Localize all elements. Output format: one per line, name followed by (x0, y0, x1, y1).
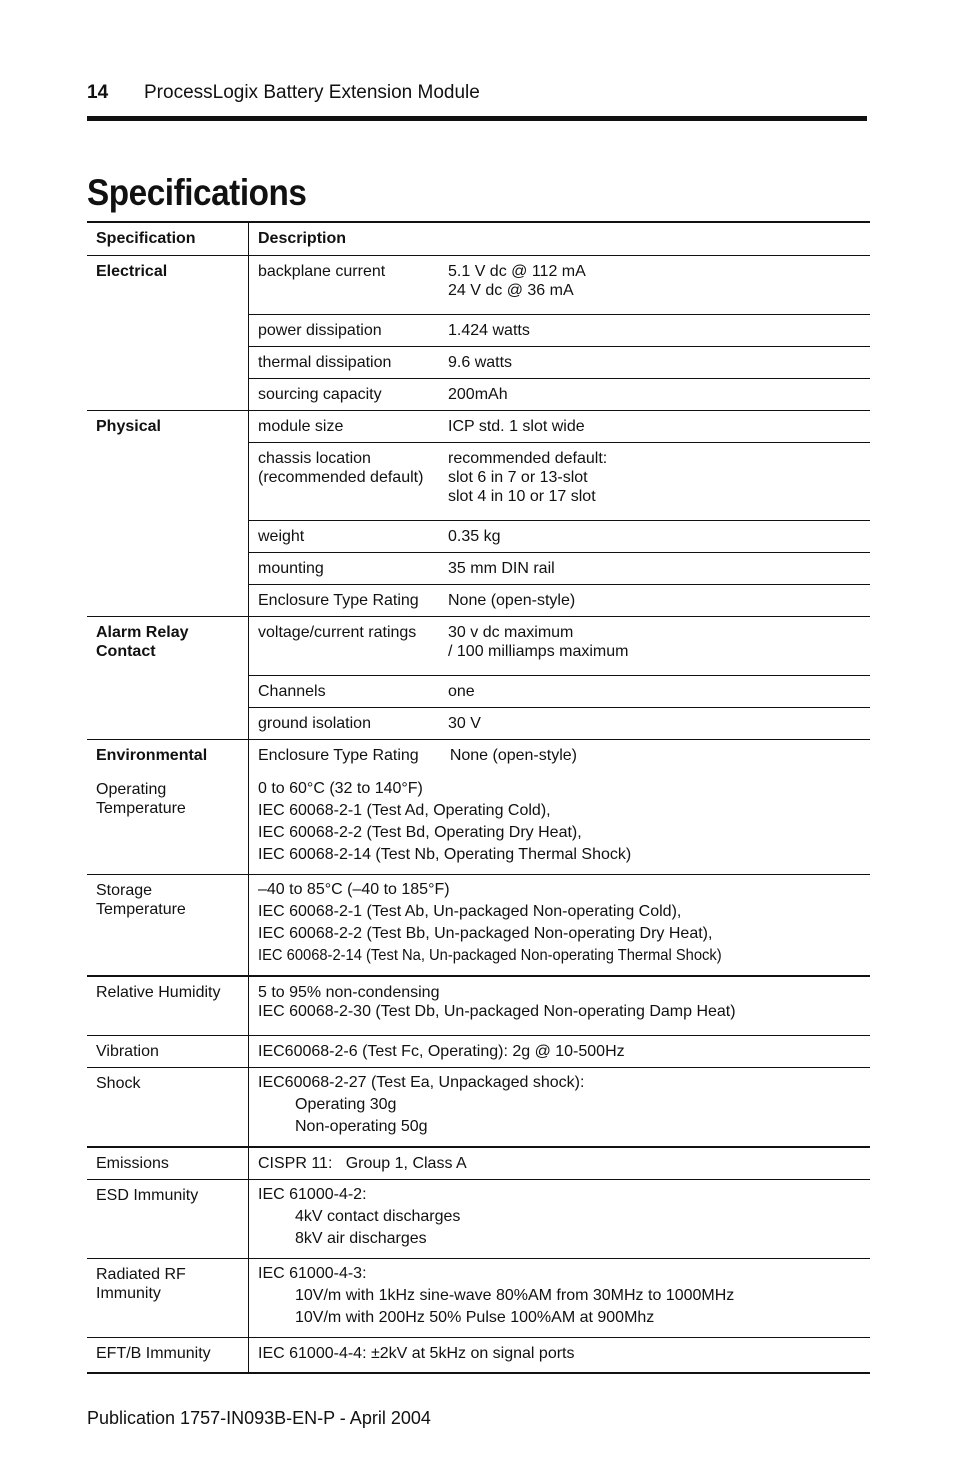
spec-value: None (open-style) (448, 592, 576, 609)
spec-key: sourcing capacity (258, 386, 382, 403)
spec-value: / 100 milliamps maximum (448, 643, 629, 660)
section-electrical: Electrical (87, 256, 249, 411)
spec-value: recommended default: (448, 450, 608, 467)
spec-key: Enclosure Type Rating (258, 747, 419, 764)
eft-b-immunity-label: EFT/B Immunity (87, 1338, 249, 1374)
spec-key: voltage/current ratings (258, 624, 417, 641)
relative-humidity-value: 5 to 95% non-condensing IEC 60068-2-30 (Test Db, Un-packaged Non-operating Damp Heat) (249, 976, 871, 1036)
spec-key: Channels (258, 683, 326, 700)
table-row (87, 1338, 870, 1374)
table-row (87, 1068, 870, 1148)
esd-immunity-label: ESD Immunity (87, 1180, 249, 1259)
table-row (87, 740, 870, 768)
spec-key: thermal dissipation (258, 354, 392, 371)
table-row (87, 1147, 870, 1180)
spec-value: 1.424 watts (448, 322, 530, 339)
table-row (87, 411, 870, 443)
spec-value: 35 mm DIN rail (448, 560, 555, 577)
spec-value: 30 v dc maximum (448, 624, 574, 641)
spec-value: None (open-style) (449, 747, 577, 764)
operating-temperature-label: Operating Temperature (87, 767, 249, 875)
storage-temperature-label: Storage Temperature (87, 875, 249, 977)
spec-value: 30 V (448, 715, 481, 732)
spec-key: (recommended default) (258, 469, 424, 486)
emissions-label: Emissions (87, 1147, 249, 1180)
spec-key: backplane current (258, 263, 386, 280)
table-row (87, 256, 870, 315)
radiated-rf-immunity-label: Radiated RF Immunity (87, 1259, 249, 1338)
table-row (87, 1259, 870, 1338)
spec-value: 200mAh (448, 386, 508, 403)
spec-key: Enclosure Type Rating (258, 592, 419, 609)
table-row (87, 1180, 870, 1259)
table-row (87, 617, 870, 676)
publication-footer: Publication 1757-IN093B-EN-P - April 2004 (87, 1408, 431, 1428)
storage-temperature-value: –40 to 85°C (–40 to 185°F) IEC 60068-2-1 (Test Ab, Un-packaged Non-operating Cold), IEC 60068-2-2 (Test Bb, Un-packaged Non-operating Dry Heat), IEC 60068-2-14 (Test Na, Un-packaged Non-operating Thermal Shock) (249, 875, 871, 977)
spec-value: ICP std. 1 slot wide (448, 418, 585, 435)
section-environmental: Environmental (87, 740, 249, 768)
esd-immunity-value: IEC 61000-4-2: 4kV contact discharges 8kV air discharges (249, 1180, 871, 1259)
column-header-specification: Specification (87, 222, 249, 256)
header-rule (87, 116, 867, 121)
page-header (87, 82, 480, 104)
shock-label: Shock (87, 1068, 249, 1148)
spec-value: slot 4 in 10 or 17 slot (448, 488, 596, 505)
spec-value: 0.35 kg (448, 528, 501, 545)
eft-b-immunity-value: IEC 61000-4-4: ±2kV at 5kHz on signal ports (258, 1345, 575, 1362)
table-row (87, 976, 870, 1036)
table-row (87, 1036, 870, 1068)
spec-key: module size (258, 418, 344, 435)
spec-key: mounting (258, 560, 324, 577)
radiated-rf-immunity-value: IEC 61000-4-3: 10V/m with 1kHz sine-wave 80%AM from 30MHz to 1000MHz 10V/m with 200Hz 50% Pulse 100%AM at 900Mhz (249, 1259, 871, 1338)
column-header-description: Description (249, 222, 871, 256)
spec-key: power dissipation (258, 322, 382, 339)
spec-value: one (448, 683, 475, 700)
spec-value: slot 6 in 7 or 13-slot (448, 469, 588, 486)
spec-value: 9.6 watts (448, 354, 513, 371)
table-header-row (87, 222, 870, 256)
relative-humidity-label: Relative Humidity (87, 976, 249, 1036)
shock-value: IEC60068-2-27 (Test Ea, Unpackaged shock): Operating 30g Non-operating 50g (249, 1068, 871, 1148)
vibration-value: IEC60068-2-6 (Test Fc, Operating): 2g @ 10-500Hz (249, 1036, 871, 1068)
emissions-value: CISPR 11: Group 1, Class A (249, 1147, 871, 1180)
spec-key: chassis location (258, 450, 371, 467)
spec-key: ground isolation (258, 715, 371, 732)
page-number: 14 (87, 82, 109, 103)
section-physical: Physical (87, 411, 249, 617)
spec-key: weight (258, 528, 305, 545)
page-title: Specifications (87, 172, 307, 213)
spec-value: 5.1 V dc @ 112 mA (448, 263, 586, 280)
operating-temperature-value: 0 to 60°C (32 to 140°F) IEC 60068-2-1 (Test Ad, Operating Cold), IEC 60068-2-2 (Test Bd, Operating Dry Heat), IEC 60068-2-14 (Test Nb, Operating Thermal Shock) (249, 767, 871, 875)
table-row (87, 875, 870, 977)
vibration-label: Vibration (87, 1036, 249, 1068)
table-row (87, 767, 870, 875)
spec-value: 24 V dc @ 36 mA (448, 282, 574, 299)
specifications-table (87, 221, 870, 1374)
document-title: ProcessLogix Battery Extension Module (144, 82, 480, 103)
section-alarm-relay-contact: Alarm Relay Contact (87, 617, 249, 740)
